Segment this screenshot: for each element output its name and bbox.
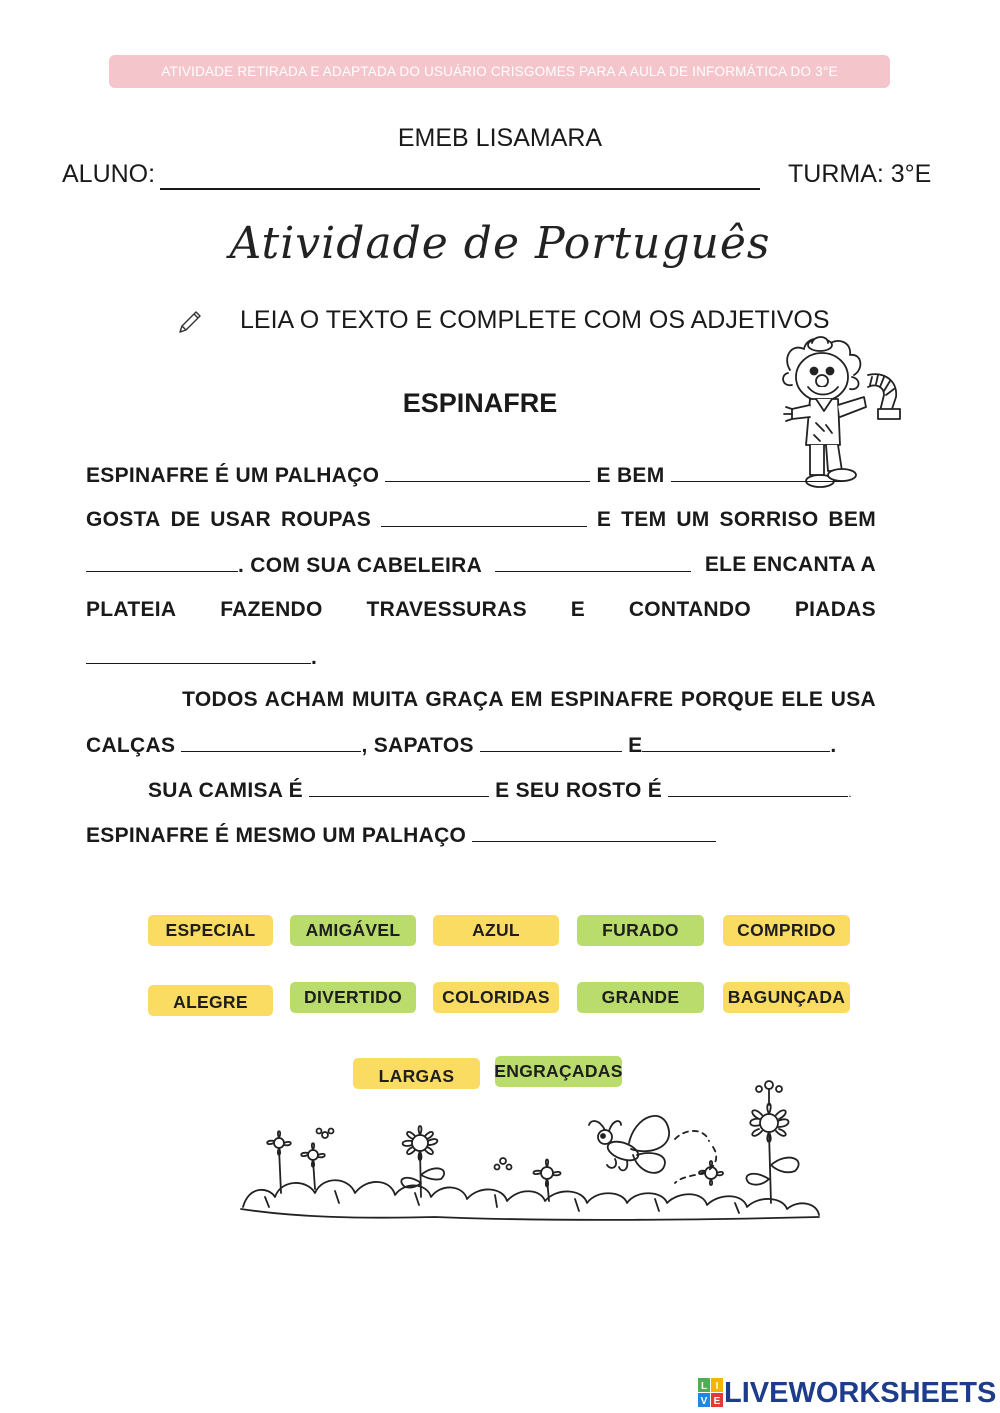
text-segment: E: [628, 734, 643, 757]
blank-11[interactable]: [668, 778, 848, 797]
text-segment: .: [830, 734, 837, 757]
blank-8[interactable]: [480, 733, 622, 752]
word-chip-grande[interactable]: GRANDE: [577, 982, 704, 1013]
liveworksheets-wordmark: LIVEWORKSHEETS: [724, 1376, 997, 1409]
word-chip-amigavel[interactable]: AMIGÁVEL: [290, 915, 416, 946]
story-line-1: [86, 463, 843, 488]
text-segment: ESPINAFRE É MESMO UM PALHAÇO: [86, 824, 467, 847]
text-segment: TRAVESSURAS: [366, 598, 527, 621]
blank-1[interactable]: [385, 463, 590, 482]
blank-5[interactable]: [495, 553, 691, 572]
story-line-7: [86, 733, 837, 758]
story-line-5: [86, 645, 317, 670]
word-chip-baguncada[interactable]: BAGUNÇADA: [723, 982, 850, 1013]
text-segment: CALÇAS: [86, 734, 176, 757]
text-segment: E SEU ROSTO É: [495, 779, 663, 802]
word-chip-especial[interactable]: ESPECIAL: [148, 915, 273, 946]
story-line-3: [86, 553, 876, 578]
word-chip-coloridas[interactable]: COLORIDAS: [433, 982, 559, 1013]
story-line-4: [86, 598, 876, 622]
text-segment: CONTANDO: [628, 598, 751, 621]
logo-letter: L: [700, 1381, 708, 1392]
logo-letter: I: [715, 1381, 719, 1392]
garden-illustration: [235, 1075, 825, 1235]
student-label: ALUNO:: [62, 160, 156, 188]
school-name: EMEB LISAMARA: [397, 124, 603, 152]
text-segment: PLATEIA: [86, 598, 177, 621]
story-line-2: [86, 508, 876, 532]
text-segment: TODOS ACHAM MUITA GRAÇA EM ESPINAFRE PORQUE ELE USA: [182, 688, 876, 711]
blank-10[interactable]: [309, 778, 489, 797]
blank-6[interactable]: [86, 645, 311, 664]
text-segment: DE: [170, 508, 201, 531]
text-segment: , SAPATOS: [361, 734, 474, 757]
blank-12[interactable]: [472, 823, 716, 842]
liveworksheets-logo: [698, 1376, 996, 1410]
text-segment: ELE ENCANTA A: [704, 553, 876, 576]
text-segment: . COM SUA CABELEIRA: [238, 554, 483, 577]
class-label: TURMA: 3°E: [788, 160, 932, 188]
text-segment: SUA CAMISA É: [148, 779, 303, 802]
text-segment: GOSTA: [86, 508, 161, 531]
pencil-icon: [176, 308, 204, 336]
text-segment: SORRISO: [719, 508, 819, 531]
liveworksheets-logo-icon: [698, 1378, 724, 1408]
text-segment: E: [570, 598, 586, 621]
text-segment: BEM: [828, 508, 876, 531]
instruction-text: LEIA O TEXTO E COMPLETE COM OS ADJETIVOS: [240, 306, 830, 334]
text-segment: ESPINAFRE É UM PALHAÇO: [86, 464, 380, 487]
credit-banner: ATIVIDADE RETIRADA E ADAPTADA DO USUÁRIO CRISGOMES PARA A AULA DE INFORMÁTICA DO 3°E: [109, 55, 890, 88]
logo-letter: E: [713, 1396, 721, 1407]
text-segment: .: [311, 646, 318, 669]
blank-7[interactable]: [181, 733, 361, 752]
word-chip-comprido[interactable]: COMPRIDO: [723, 915, 850, 946]
text-segment: USAR: [210, 508, 271, 531]
word-chip-azul[interactable]: AZUL: [433, 915, 559, 946]
text-segment: .: [848, 786, 852, 800]
word-chip-alegre[interactable]: ALEGRE: [148, 985, 273, 1016]
text-segment: PIADAS: [794, 598, 876, 621]
text-segment: TEM: [621, 508, 667, 531]
text-segment: E BEM: [596, 464, 665, 487]
student-name-line[interactable]: [160, 188, 760, 190]
blank-4[interactable]: [86, 553, 238, 572]
text-segment: FAZENDO: [220, 598, 323, 621]
logo-letter: V: [700, 1396, 708, 1407]
story-line-9: [86, 823, 716, 848]
blank-3[interactable]: [381, 508, 587, 527]
text-segment: ROUPAS: [280, 508, 372, 531]
story-line-6: [86, 688, 876, 712]
story-line-8: [148, 778, 852, 803]
activity-title: Atividade de Português: [229, 218, 771, 269]
story-title: ESPINAFRE: [402, 388, 558, 418]
blank-9[interactable]: [642, 733, 830, 752]
text-segment: UM: [676, 508, 710, 531]
word-chip-largas[interactable]: LARGAS: [353, 1058, 480, 1089]
text-segment: E: [596, 508, 612, 531]
blank-2[interactable]: [671, 463, 843, 482]
word-chip-furado[interactable]: FURADO: [577, 915, 704, 946]
word-chip-engracadas[interactable]: ENGRAÇADAS: [495, 1056, 622, 1087]
word-chip-divertido[interactable]: DIVERTIDO: [290, 982, 416, 1013]
